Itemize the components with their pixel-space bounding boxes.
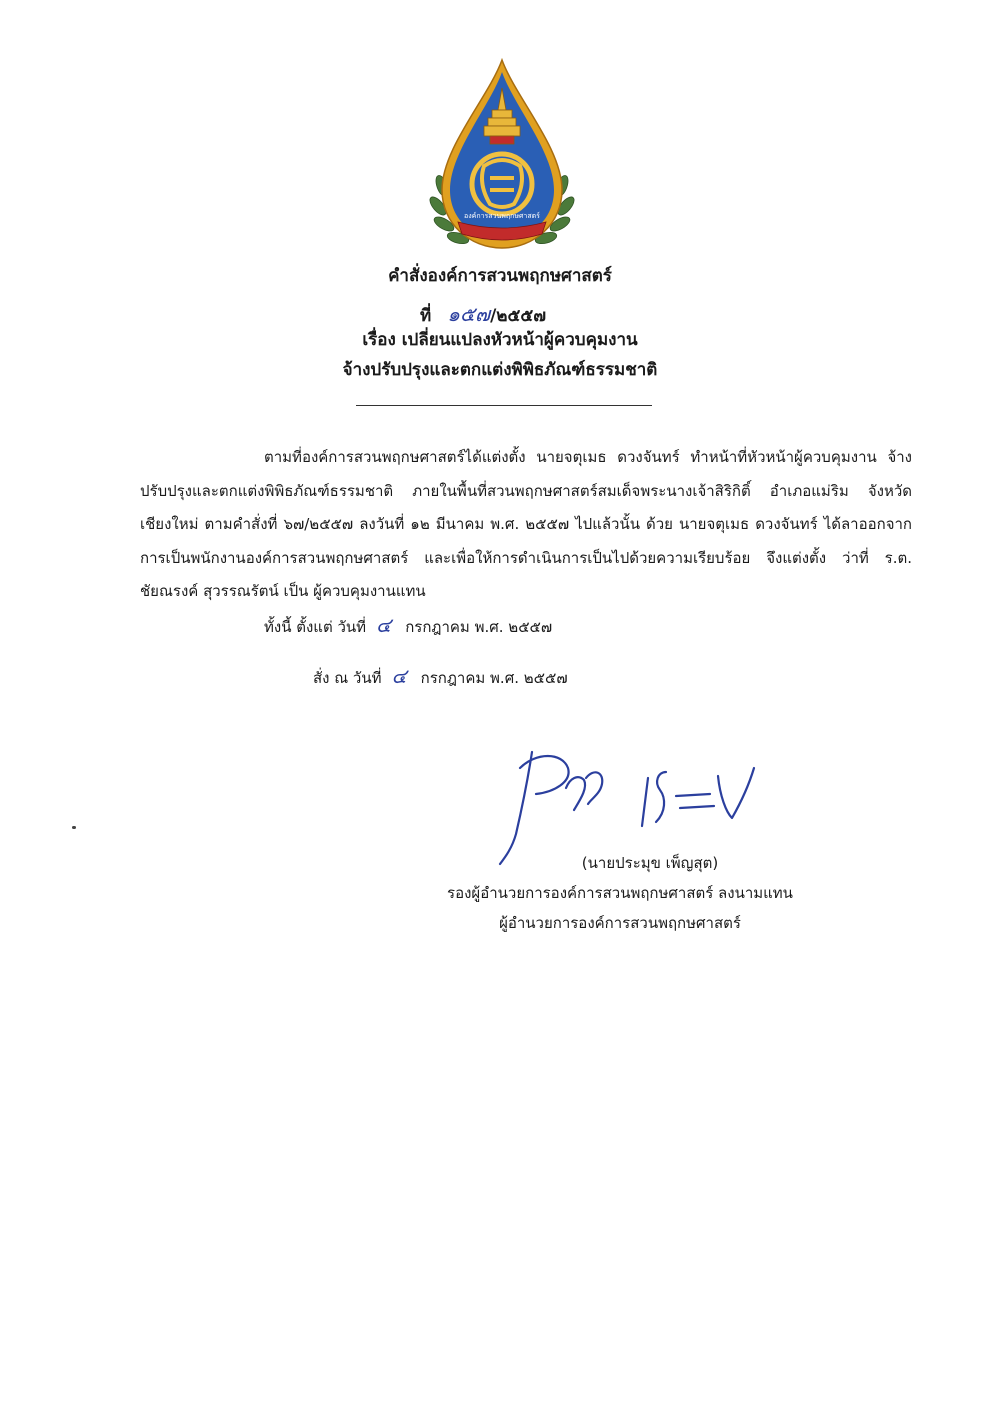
order-title: คำสั่งองค์การสวนพฤกษศาสตร์ (388, 266, 612, 286)
order-subject-line2: จ้างปรับปรุงและตกแต่งพิพิธภัณฑ์ธรรมชาติ (342, 360, 658, 380)
divider (356, 405, 652, 406)
ordered-date (313, 660, 568, 692)
ordered-day-handwritten: ๔ (391, 664, 407, 688)
order-number-handwritten: ๑๕๗ (447, 302, 491, 326)
effective-date-prefix: ทั้งนี้ ตั้งแต่ วันที่ (264, 618, 367, 636)
order-number-prefix: ที่ (420, 306, 432, 326)
signatory-position: รองผู้อำนวยการองค์การสวนพฤกษศาสตร์ ลงนามแทน (447, 884, 793, 902)
organization-emblem-icon (428, 58, 576, 254)
scan-speck (72, 826, 76, 829)
order-paragraph: ตามที่องค์การสวนพฤกษศาสตร์ได้แต่งตั้ง นายจตุเมธ ดวงจันทร์ ทำหน้าที่หัวหน้าผู้ควบคุมงาน จ้างปรับปรุงและตกแต่งพิพิธภัณฑ์ธรรมชาติ ภายในพื้นที่สวนพฤกษศาสตร์สมเด็จพระนางเจ้าสิริกิติ์ อำเภอแม่ริม จังหวัดเชียงใหม่ ตามคำสั่งที่ ๖๗/๒๕๕๗ ลงวันที่ ๑๒ มีนาคม พ.ศ. ๒๕๕๗ ไปแล้วนั้น ด้วย นายจตุเมธ ดวงจันทร์ ได้ลาออกจากการเป็นพนักงานองค์การสวนพฤกษศาสตร์ และเพื่อให้การดำเนินการเป็นไปด้วยความเรียบร้อย จึงแต่งตั้ง ว่าที่ ร.ต. ชัยณรงค์ สุวรรณรัตน์ เป็น ผู้ควบคุมงานแทน (140, 448, 912, 600)
svg-text:องค์การสวนพฤกษศาสตร์: องค์การสวนพฤกษศาสตร์ (464, 212, 540, 220)
ordered-date-rest: กรกฎาคม พ.ศ. ๒๕๕๗ (420, 669, 568, 687)
order-subject: เรื่อง เปลี่ยนแปลงหัวหน้าผู้ควบคุมงาน (362, 330, 638, 350)
signatory-position-line2: ผู้อำนวยการองค์การสวนพฤกษศาสตร์ (499, 914, 741, 932)
signatory-name: (นายประมุข เพ็ญสุต) (581, 854, 719, 872)
order-body (140, 441, 912, 609)
handwritten-signature (470, 738, 770, 868)
effective-date (264, 609, 552, 641)
effective-day-handwritten: ๔ (376, 613, 392, 637)
ordered-date-prefix: สั่ง ณ วันที่ (313, 669, 382, 687)
order-number-suffix: /๒๕๕๗ (490, 306, 547, 326)
effective-date-rest: กรกฎาคม พ.ศ. ๒๕๕๗ (405, 618, 553, 636)
